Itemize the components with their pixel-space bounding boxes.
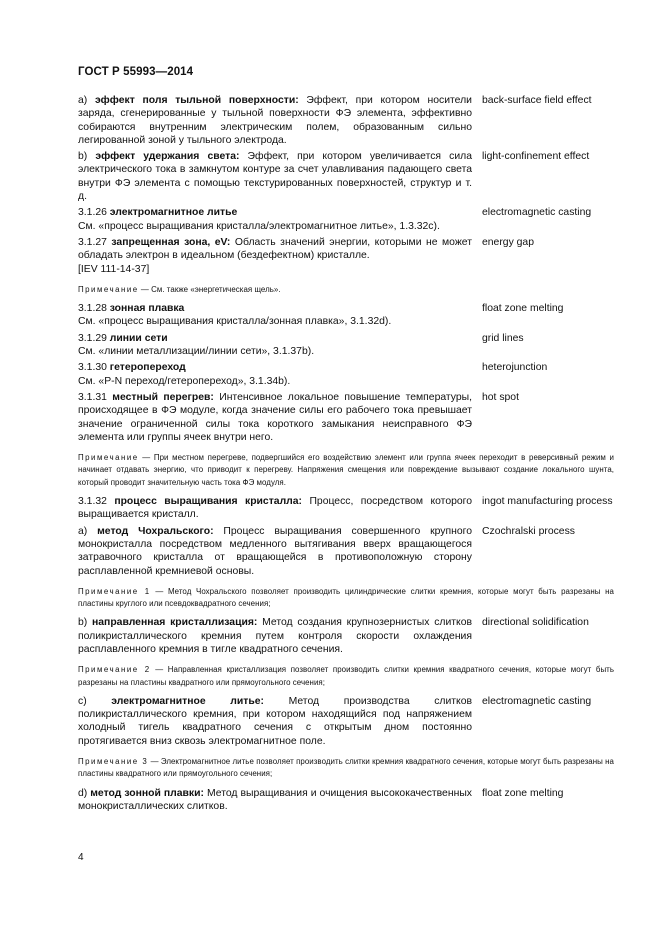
term-entry-ingot-manufacturing — [78, 495, 614, 522]
term-definition — [78, 787, 472, 814]
note-text: — Направленная кристаллизация позволяет производить слитки кремния квадратного сечения, которые могут быть разрезаны на пластины квадратного или прямоугольного сечения; — [78, 665, 614, 687]
term-definition — [78, 206, 472, 233]
term-entry-grid-lines — [78, 332, 614, 359]
note-energy-gap — [78, 284, 614, 296]
term-english: grid lines — [482, 332, 524, 344]
term-name: электромагнитное литье — [109, 207, 238, 219]
term-body: Процесс выращивания совершенного крупного монокристалла посредством медленного вытягивания вверх вращающегося затравочного кристалла от вращающейся в противоположную сторону расплавленной кремниевой основы. — [78, 525, 472, 577]
term-body: Метод производства слитков поликристаллического кремния, при котором находящийся под напряжением холодный тигель квадратного сечения с открытым дном постоянно протягивается вниз сквозь электромагнитное поле. — [78, 695, 472, 747]
term-name: электромагнитное литье: — [111, 695, 264, 707]
term-definition — [78, 94, 472, 147]
term-english: electromagnetic casting — [482, 207, 592, 219]
note-label: Примечание — [78, 284, 139, 294]
term-english: back-surface field effect — [482, 95, 592, 106]
note-text: — При местном перегреве, подвергшийся его воздействию элемент или группа ячеек переходит в реверсивный режим и начинает отдавать энергию, что приводит к перегреву. Напряжения смещения или повреждение вызывают создание локального шунта, который проводит значительную часть тока ФЭ модуля. — [78, 453, 614, 487]
term-name: зонная плавка — [109, 303, 185, 315]
term-name: процесс выращивания кристалла: — [114, 496, 303, 508]
term-definition — [78, 302, 472, 329]
note-text: — См. также «энергетическая щель». — [138, 284, 281, 294]
term-definition — [78, 236, 472, 276]
term-entry-electromagnetic-casting — [78, 206, 614, 233]
term-definition — [78, 391, 472, 444]
term-body: См. «линии металлизации/линии сети», 3.1.37b). — [78, 346, 315, 358]
note-directional-solidification — [78, 664, 614, 689]
term-body: Интенсивное локальное повышение температуры, происходящее в ФЭ модуле, когда значение силы его рабочего тока превышает значение ограниченной силы тока короткого замыкания неисправного ФЭ элемента или группы ячеек внутри него. — [78, 391, 473, 443]
term-definition — [78, 361, 472, 388]
term-name: эффект удержания света: — [95, 151, 240, 163]
term-reference: [IEV 111-14-37] — [78, 263, 150, 275]
note-label: Примечание — [78, 453, 139, 463]
term-number: b) — [78, 617, 92, 629]
term-name: гетеропереход — [109, 362, 186, 374]
note-label: Примечание 1 — [78, 586, 151, 596]
term-body: Эффект, при котором носители заряда, сгенерированные у тыльной поверхности ФЭ элемента, эффективно собираются внутренним электрическим полем, образованным сильно легированной зоной у тыльного электрода. — [78, 95, 472, 146]
term-english: Czochralski process — [482, 525, 575, 537]
term-name: эффект поля тыльной поверхности: — [94, 95, 299, 106]
term-english: ingot manufacturing process — [482, 496, 613, 508]
page-number: 4 — [78, 852, 84, 863]
term-number: b) — [78, 151, 96, 163]
term-number: 3.1.27 — [78, 236, 112, 248]
term-english: hot spot — [482, 391, 519, 403]
document-body — [78, 94, 614, 816]
term-definition — [78, 495, 472, 522]
term-entry-float-zone — [78, 302, 614, 329]
note-hot-spot — [78, 452, 614, 489]
term-entry-czochralski — [78, 525, 614, 578]
note-label: Примечание 3 — [78, 757, 149, 767]
term-number: 3.1.31 — [78, 391, 113, 403]
term-body: См. «P-N переход/гетеропереход», 3.1.34b). — [78, 375, 291, 387]
term-definition — [78, 332, 472, 359]
term-entry-back-surface-field — [78, 94, 614, 147]
term-number: c) — [78, 695, 112, 707]
term-definition — [78, 616, 472, 656]
note-electromagnetic-casting — [78, 756, 614, 781]
term-body: Область значений энергии, которыми не может обладать электрон в идеальном (бездефектном) кристалле. — [78, 236, 472, 262]
term-number: 3.1.30 — [78, 362, 110, 374]
term-body: Метод создания крупнозернистых слитков поликристаллического кремния путем контроля скорости охлаждения расплавленного кремния в тигле квадратного сечения. — [78, 617, 472, 655]
term-name: метод Чохральского: — [97, 525, 214, 537]
document-header: ГОСТ Р 55993—2014 — [78, 66, 194, 78]
term-english: electromagnetic casting — [482, 695, 592, 707]
term-name: направленная кристаллизация: — [92, 617, 258, 629]
term-number: 3.1.28 — [78, 303, 110, 315]
term-number: a) — [78, 525, 98, 537]
note-text: — Метод Чохральского позволяет производить цилиндрические слитки кремния, которые могут быть разрезаны на пластины круглого или псевдоквадратного сечения; — [78, 586, 614, 609]
note-czochralski — [78, 586, 614, 611]
term-body: Метод выращивания и очищения высококачественных монокристаллических слитков. — [78, 787, 472, 812]
term-name: местный перегрев: — [112, 391, 214, 403]
term-number: 3.1.29 — [78, 332, 110, 344]
term-entry-energy-gap — [78, 236, 614, 276]
term-number: a) — [78, 95, 95, 106]
term-body: Процесс, посредством которого выращивается кристалл. — [78, 496, 472, 521]
term-english: energy gap — [482, 236, 534, 248]
term-english: float zone melting — [482, 303, 564, 315]
term-number: 3.1.26 — [78, 207, 110, 219]
term-entry-heterojunction — [78, 361, 614, 388]
term-number: d) — [78, 787, 91, 799]
term-entry-hot-spot — [78, 391, 614, 444]
term-body: См. «процесс выращивания кристалла/зонная плавка», 3.1.32d). — [78, 316, 392, 328]
term-name: линии сети — [109, 332, 168, 344]
term-entry-electromagnetic-casting-method — [78, 695, 614, 748]
term-name: запрещенная зона, eV: — [111, 236, 231, 248]
note-text: — Электромагнитное литье позволяет производить слитки кремния квадратного сечения, которые могут быть разрезаны на пластины квадратного или прямоугольного сечения; — [78, 757, 614, 779]
term-body: Эффект, при котором увеличивается сила электрического тока в замкнутом контуре за счет улавливания падающего света внутри ФЭ элемента с помощью текстурированных поверхностей, структур и т. д. — [78, 151, 472, 203]
term-name: метод зонной плавки: — [90, 787, 204, 799]
term-english: light-confinement effect — [482, 151, 590, 163]
term-entry-directional-solidification — [78, 616, 614, 656]
term-english: directional solidification — [482, 617, 589, 629]
term-definition — [78, 695, 472, 748]
note-label: Примечание 2 — [78, 665, 151, 675]
term-english: float zone melting — [482, 787, 564, 799]
term-definition — [78, 525, 472, 578]
term-entry-light-confinement — [78, 150, 614, 203]
term-body: См. «процесс выращивания кристалла/электромагнитное литье», 1.3.32с). — [78, 220, 440, 232]
term-english: heterojunction — [482, 362, 548, 374]
term-definition — [78, 150, 472, 203]
term-number: 3.1.32 — [78, 496, 115, 508]
term-entry-float-zone-method — [78, 787, 614, 814]
